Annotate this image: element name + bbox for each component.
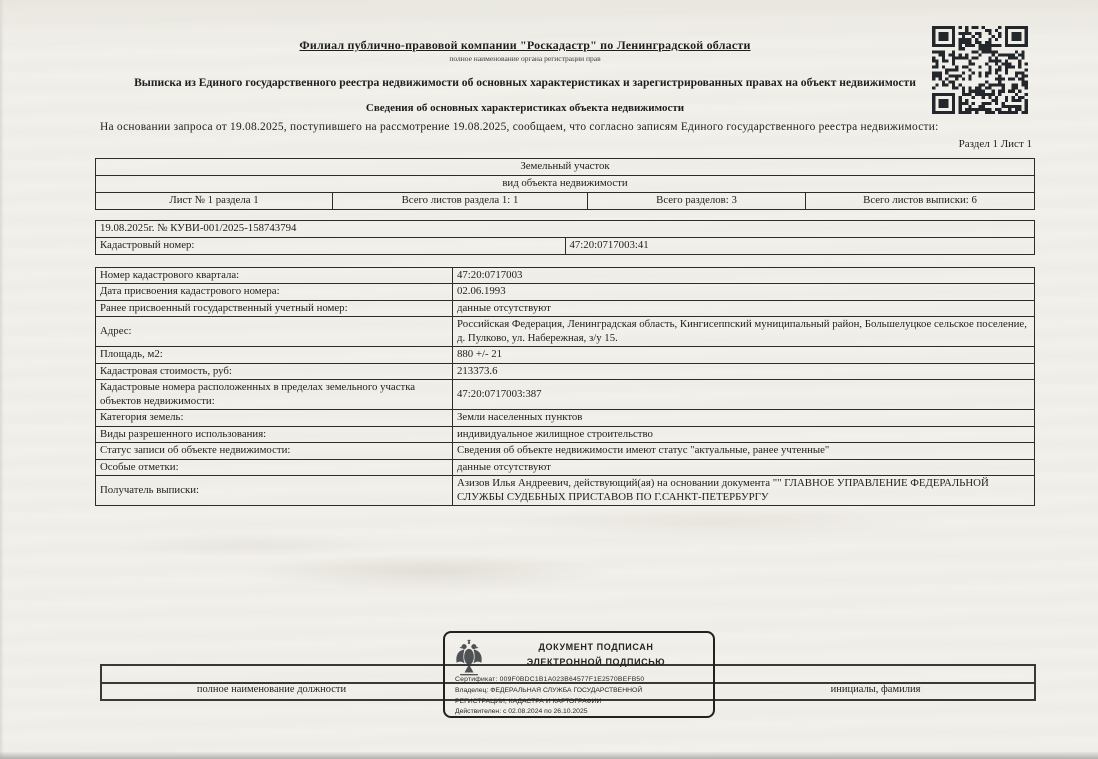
stamp-line1: ДОКУМЕНТ ПОДПИСАН <box>538 642 654 652</box>
electronic-signature-stamp <box>443 631 715 718</box>
detail-value: Сведения об объекте недвижимости имеют статус "актуальные, ранее учтенные" <box>453 443 1035 459</box>
detail-value: 47:20:0717003:387 <box>453 380 1035 410</box>
detail-value: 02.06.1993 <box>453 284 1035 300</box>
org-name-heading: Филиал публично-правовой компании "Роскадастр" по Ленинградской области <box>299 38 751 52</box>
section-sheet-label: Раздел 1 Лист 1 <box>958 138 1032 150</box>
detail-label: Кадастровая стоимость, руб: <box>96 363 453 379</box>
cadastral-number-value: 47:20:0717003:41 <box>565 238 1035 255</box>
request-number: 19.08.2025г. № КУВИ-001/2025-158743794 <box>96 221 1035 238</box>
table-row <box>96 410 1035 426</box>
detail-value: данные отсутствуют <box>453 300 1035 316</box>
name-caption: инициалы, фамилия <box>830 684 921 695</box>
table-row <box>96 363 1035 379</box>
table-row <box>96 238 1035 255</box>
detail-value: индивидуальное жилищное строительство <box>453 426 1035 442</box>
object-type-value: Земельный участок <box>96 159 1035 176</box>
detail-label: Кадастровые номера расположенных в пределах земельного участка объектов недвижимости: <box>96 380 453 410</box>
stamp-certificate: Сертификат: 009F0BDC1B1A023B64577F1E2570BEFB50 <box>455 676 645 683</box>
scan-edge-left <box>0 0 4 759</box>
sheet-cell: Всего листов раздела 1: 1 <box>333 193 588 210</box>
detail-value: 47:20:0717003 <box>453 268 1035 284</box>
detail-label: Ранее присвоенный государственный учетный номер: <box>96 300 453 316</box>
detail-label: Особые отметки: <box>96 459 453 475</box>
cadastral-number-label: Кадастровый номер: <box>96 238 566 255</box>
detail-label: Площадь, м2: <box>96 347 453 363</box>
detail-value: данные отсутствуют <box>453 459 1035 475</box>
table-row <box>96 476 1035 506</box>
table-row <box>96 426 1035 442</box>
table-row <box>96 176 1035 193</box>
stamp-owner: Владелец: ФЕДЕРАЛЬНАЯ СЛУЖБА ГОСУДАРСТВЕННОЙ РЕГИСТРАЦИИ, КАДАСТРА И КАРТОГРАФИИ <box>455 687 643 705</box>
object-type-table <box>95 158 1035 193</box>
detail-value: Российская Федерация, Ленинградская область, Кингисеппский муниципальный район, Большелуцкое сельское поселение, д. Пулково, ул. Набережная, з/у 15. <box>453 317 1035 347</box>
table-row <box>96 380 1035 410</box>
table-row <box>96 193 1035 210</box>
detail-value: 213373.6 <box>453 363 1035 379</box>
detail-label: Статус записи об объекте недвижимости: <box>96 443 453 459</box>
request-number-table <box>95 220 1035 255</box>
table-row <box>96 159 1035 176</box>
qr-code-icon <box>932 26 1028 114</box>
sheet-cell: Всего разделов: 3 <box>588 193 806 210</box>
table-row <box>96 300 1035 316</box>
detail-label: Дата присвоения кадастрового номера: <box>96 284 453 300</box>
table-row <box>96 443 1035 459</box>
scan-edge-bottom <box>0 752 1098 759</box>
stamp-validity: Действителен: с 02.08.2024 по 26.10.2025 <box>455 708 588 716</box>
stamp-line2: ЭЛЕКТРОННОЙ ПОДПИСЬЮ <box>526 657 666 667</box>
detail-label: Категория земель: <box>96 410 453 426</box>
table-row <box>96 221 1035 238</box>
table-row <box>96 317 1035 347</box>
detail-value: Земли населенных пунктов <box>453 410 1035 426</box>
table-row <box>96 268 1035 284</box>
request-basis-line: На основании запроса от 19.08.2025, поступившего на рассмотрение 19.08.2025, сообщаем, что согласно записям Единого государственного реестра недвижимости: <box>100 121 939 133</box>
detail-label: Номер кадастрового квартала: <box>96 268 453 284</box>
sheet-cell: Лист № 1 раздела 1 <box>96 193 333 210</box>
detail-label: Виды разрешенного использования: <box>96 426 453 442</box>
detail-value: Азизов Илья Андреевич, действующий(ая) на основании документа "" ГЛАВНОЕ УПРАВЛЕНИЕ ФЕДЕРАЛЬНОЙ СЛУЖБЫ СУДЕБНЫХ ПРИСТАВОВ ПО Г.САНКТ-ПЕТЕРБУРГУ <box>453 476 1035 506</box>
table-row <box>96 284 1035 300</box>
document-subtitle: Сведения об основных характеристиках объекта недвижимости <box>365 102 685 114</box>
detail-label: Адрес: <box>96 317 453 347</box>
details-table <box>95 267 1035 506</box>
document-title: Выписка из Единого государственного реестра недвижимости об основных характеристиках и зарегистрированных правах на объект недвижимости <box>134 76 916 89</box>
detail-label: Получатель выписки: <box>96 476 453 506</box>
table-row <box>96 347 1035 363</box>
org-name-caption: полное наименование органа регистрации прав <box>449 54 601 63</box>
position-caption: полное наименование должности <box>196 684 347 695</box>
russian-coat-of-arms-icon <box>454 637 484 681</box>
object-type-caption: вид объекта недвижимости <box>96 176 1035 193</box>
table-row <box>96 459 1035 475</box>
detail-value: 880 +/- 21 <box>453 347 1035 363</box>
sheet-info-table <box>95 192 1035 210</box>
sheet-cell: Всего листов выписки: 6 <box>806 193 1035 210</box>
